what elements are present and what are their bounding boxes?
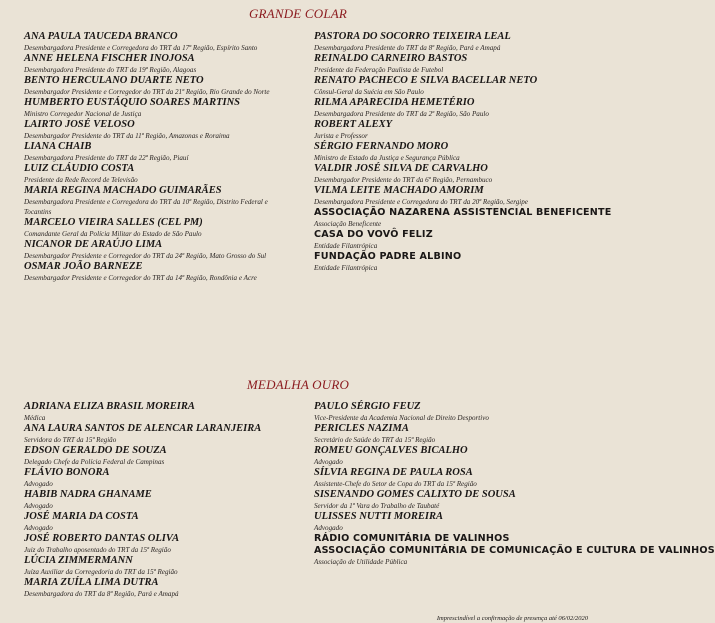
honoree-name: LÚCIA ZIMMERMANN	[24, 555, 133, 566]
honoree-name: ANA LAURA SANTOS DE ALENCAR LARANJEIRA	[24, 423, 262, 434]
honoree-name: NICANOR DE ARAÚJO LIMA	[24, 239, 163, 250]
honoree-entry	[24, 555, 294, 577]
honoree-name: EDSON GERALDO DE SOUZA	[24, 445, 167, 456]
honoree-entry	[314, 185, 584, 207]
honoree-name: RENATO PACHECO E SILVA BACELLAR NETO	[314, 75, 538, 86]
honoree-name: SISENANDO GOMES CALIXTO DE SOUSA	[314, 489, 516, 500]
honoree-name: ADRIANA ELIZA BRASIL MOREIRA	[24, 401, 195, 412]
honoree-description: Ministro de Estado da Justiça e Segurança Pública	[314, 154, 460, 162]
honoree-entry	[314, 141, 584, 163]
honoree-name: RILMA APARECIDA HEMETÉRIO	[314, 97, 475, 108]
honoree-name: HUMBERTO EUSTÁQUIO SOARES MARTINS	[24, 97, 240, 108]
honoree-entry	[24, 261, 294, 283]
honoree-description: Desembargadora Presidente do TRT da 22ª Região, Piauí	[24, 154, 189, 162]
grande-colar-right-column	[314, 31, 612, 273]
honoree-description: Associação Beneficente	[314, 220, 382, 228]
honoree-name: MARCELO VIEIRA SALLES (CEL PM)	[24, 217, 203, 228]
honoree-description: Servidor da 1ª Vara do Trabalho de Taubaté	[314, 502, 440, 510]
honoree-name: LAIRTO JOSÉ VELOSO	[24, 119, 135, 130]
honoree-entry	[24, 239, 294, 261]
footnote: Imprescindível a confirmação de presença até 06/02/2020	[436, 615, 588, 622]
honoree-entry	[24, 163, 294, 185]
honoree-entry	[314, 163, 584, 185]
honoree-description: Desembargadora do TRT da 8ª Região, Pará e Amapá	[24, 590, 179, 598]
honoree-entry	[24, 97, 294, 119]
honoree-name: PAULO SÉRGIO FEUZ	[314, 401, 421, 412]
honoree-description: Juíza Auxiliar da Corregedoria do TRT da 15ª Região	[24, 568, 178, 576]
honoree-description: Ministro Corregedor Nacional de Justiça	[24, 110, 142, 118]
honoree-entry	[24, 217, 294, 239]
honoree-description: Entidade Filantrópica	[314, 242, 378, 250]
honoree-entry	[314, 75, 584, 97]
section-title-medalha-ouro: MEDALHA OURO	[246, 377, 350, 392]
honoree-name: OSMAR JOÃO BARNEZE	[24, 261, 143, 272]
honoree-entry	[24, 141, 294, 163]
honoree-description: Médica	[24, 414, 46, 422]
honoree-name: ULISSES NUTTI MOREIRA	[314, 511, 443, 522]
honoree-name: ROBERT ALEXY	[314, 119, 393, 130]
honoree-entry	[24, 31, 294, 53]
honoree-name: VALDIR JOSÉ SILVA DE CARVALHO	[314, 163, 488, 174]
honoree-description: Desembargadora Presidente e Corregedora do TRT da 10ª Região, Distrito Federal e Tocantins	[24, 198, 268, 216]
section-title-grande-colar: GRANDE COLAR	[248, 6, 348, 21]
honoree-description: Desembargadora Presidente do TRT da 19ª Região, Alagoas	[24, 66, 197, 74]
honoree-description: Comandante Geral da Polícia Militar do Estado de São Paulo	[24, 230, 202, 238]
honoree-entry	[314, 445, 584, 467]
honoree-description: Desembargador Presidente e Corregedor do TRT da 24ª Região, Mato Grosso do Sul	[24, 252, 267, 260]
honoree-description: Cônsul-Geral da Suécia em São Paulo	[314, 88, 424, 96]
honoree-description: Advogado	[314, 458, 343, 466]
honoree-description: Desembargadora Presidente do TRT da 8ª Região, Pará e Amapá	[314, 44, 501, 52]
medalha-ouro-left-column	[24, 401, 294, 599]
honoree-description: Jurista e Professor	[314, 132, 368, 140]
honoree-name: ASSOCIAÇÃO NAZARENA ASSISTENCIAL BENEFICENTE	[314, 207, 612, 218]
honoree-entry	[24, 401, 294, 423]
honoree-entry	[24, 533, 294, 555]
honoree-entry	[24, 185, 294, 217]
honoree-name: ROMEU GONÇALVES BICALHO	[314, 445, 468, 456]
honoree-description: Advogado	[24, 502, 53, 510]
honoree-entry	[24, 53, 294, 75]
honoree-entry	[314, 31, 584, 53]
honoree-entry	[24, 75, 294, 97]
honoree-name: MARIA ZUÍLA LIMA DUTRA	[24, 577, 159, 588]
honoree-name: JOSÉ ROBERTO DANTAS OLIVA	[24, 533, 180, 544]
honoree-entry	[24, 119, 294, 141]
honoree-description: Advogado	[24, 524, 53, 532]
honoree-name: LUIZ CLÁUDIO COSTA	[24, 163, 135, 174]
honoree-entry	[314, 119, 584, 141]
honoree-description: Desembargador Presidente e Corregedor do TRT da 21ª Região, Rio Grande do Norte	[24, 88, 270, 96]
honoree-description: Presidente da Rede Record de Televisão	[24, 176, 138, 184]
grande-colar-left-column	[24, 31, 294, 283]
honoree-description: Presidente da Federação Paulista de Futebol	[314, 66, 444, 74]
honoree-description: Associação de Utilidade Pública	[314, 558, 408, 566]
honoree-name: MARIA REGINA MACHADO GUIMARÃES	[24, 185, 222, 196]
honoree-name: SÉRGIO FERNANDO MORO	[314, 141, 449, 152]
honoree-description: Assistente-Chefe do Setor de Copa do TRT da 15ª Região	[314, 480, 477, 488]
honoree-description: Servidora do TRT da 15ª Região	[24, 436, 117, 444]
honoree-description: Desembargador Presidente e Corregedor do TRT da 14ª Região, Rondônia e Acre	[24, 274, 257, 282]
honoree-description: Desembargador Presidente do TRT da 6ª Região, Pernambuco	[314, 176, 493, 184]
honoree-entry	[24, 423, 294, 445]
honoree-entry	[24, 467, 294, 489]
honoree-entry	[314, 401, 584, 423]
honoree-entry	[24, 511, 294, 533]
honoree-entry	[24, 489, 294, 511]
honoree-name: SÍLVIA REGINA DE PAULA ROSA	[314, 467, 473, 478]
honoree-name: ANNE HELENA FISCHER INOJOSA	[24, 53, 195, 64]
honoree-description: Desembargadora Presidente e Corregedora do TRT da 20ª Região, Sergipe	[314, 198, 528, 206]
honoree-description: Advogado	[24, 480, 53, 488]
honoree-name: FUNDAÇÃO PADRE ALBINO	[314, 251, 462, 262]
honoree-description: Juiz do Trabalho aposentado do TRT da 15ª Região	[24, 546, 171, 554]
honoree-entry	[314, 207, 612, 229]
honoree-entry	[314, 489, 584, 511]
honoree-entry	[314, 511, 584, 533]
honoree-entry	[314, 97, 584, 119]
honoree-name: ANA PAULA TAUCEDA BRANCO	[24, 31, 178, 42]
honoree-name: HABIB NADRA GHANAME	[24, 489, 152, 500]
honoree-name: VILMA LEITE MACHADO AMORIM	[314, 185, 484, 196]
honoree-entry	[24, 577, 294, 599]
honoree-description: Secretário de Saúde do TRT da 15ª Região	[314, 436, 436, 444]
honoree-entry	[314, 545, 715, 567]
honoree-description: Advogado	[314, 524, 343, 532]
honoree-entry	[24, 445, 294, 467]
honoree-name: CASA DO VOVÔ FELIZ	[314, 229, 433, 240]
honoree-name: REINALDO CARNEIRO BASTOS	[314, 53, 468, 64]
honoree-name: RÁDIO COMUNITÁRIA DE VALINHOS	[314, 533, 510, 544]
honoree-entry	[314, 533, 584, 545]
honoree-description: Desembargadora Presidente e Corregedora do TRT da 17ª Região, Espírito Santo	[24, 44, 258, 52]
honoree-description: Vice-Presidente da Academia Nacional de Direito Desportivo	[314, 414, 489, 422]
honoree-name: PERICLES NAZIMA	[314, 423, 409, 434]
honoree-description: Delegado Chefe da Polícia Federal de Campinas	[24, 458, 165, 466]
honoree-name: BENTO HERCULANO DUARTE NETO	[24, 75, 204, 86]
honoree-name: FLÁVIO BONORA	[24, 467, 110, 478]
honoree-name: PASTORA DO SOCORRO TEIXEIRA LEAL	[314, 31, 511, 42]
honoree-description: Desembargador Presidente do TRT da 11ª Região, Amazonas e Roraima	[24, 132, 230, 140]
honoree-description: Entidade Filantrópica	[314, 264, 378, 272]
medalha-ouro-right-column	[314, 401, 715, 567]
honoree-description: Desembargadora Presidente do TRT da 2ª Região, São Paulo	[314, 110, 489, 118]
honoree-entry	[314, 467, 584, 489]
honoree-entry	[314, 229, 584, 251]
honoree-entry	[314, 251, 584, 273]
honoree-entry	[314, 423, 584, 445]
honoree-name: LIANA CHAIB	[24, 141, 92, 152]
honoree-entry	[314, 53, 584, 75]
honoree-name: ASSOCIAÇÃO COMUNITÁRIA DE COMUNICAÇÃO E CULTURA DE VALINHOS	[314, 545, 715, 556]
honoree-name: JOSÉ MARIA DA COSTA	[24, 511, 139, 522]
